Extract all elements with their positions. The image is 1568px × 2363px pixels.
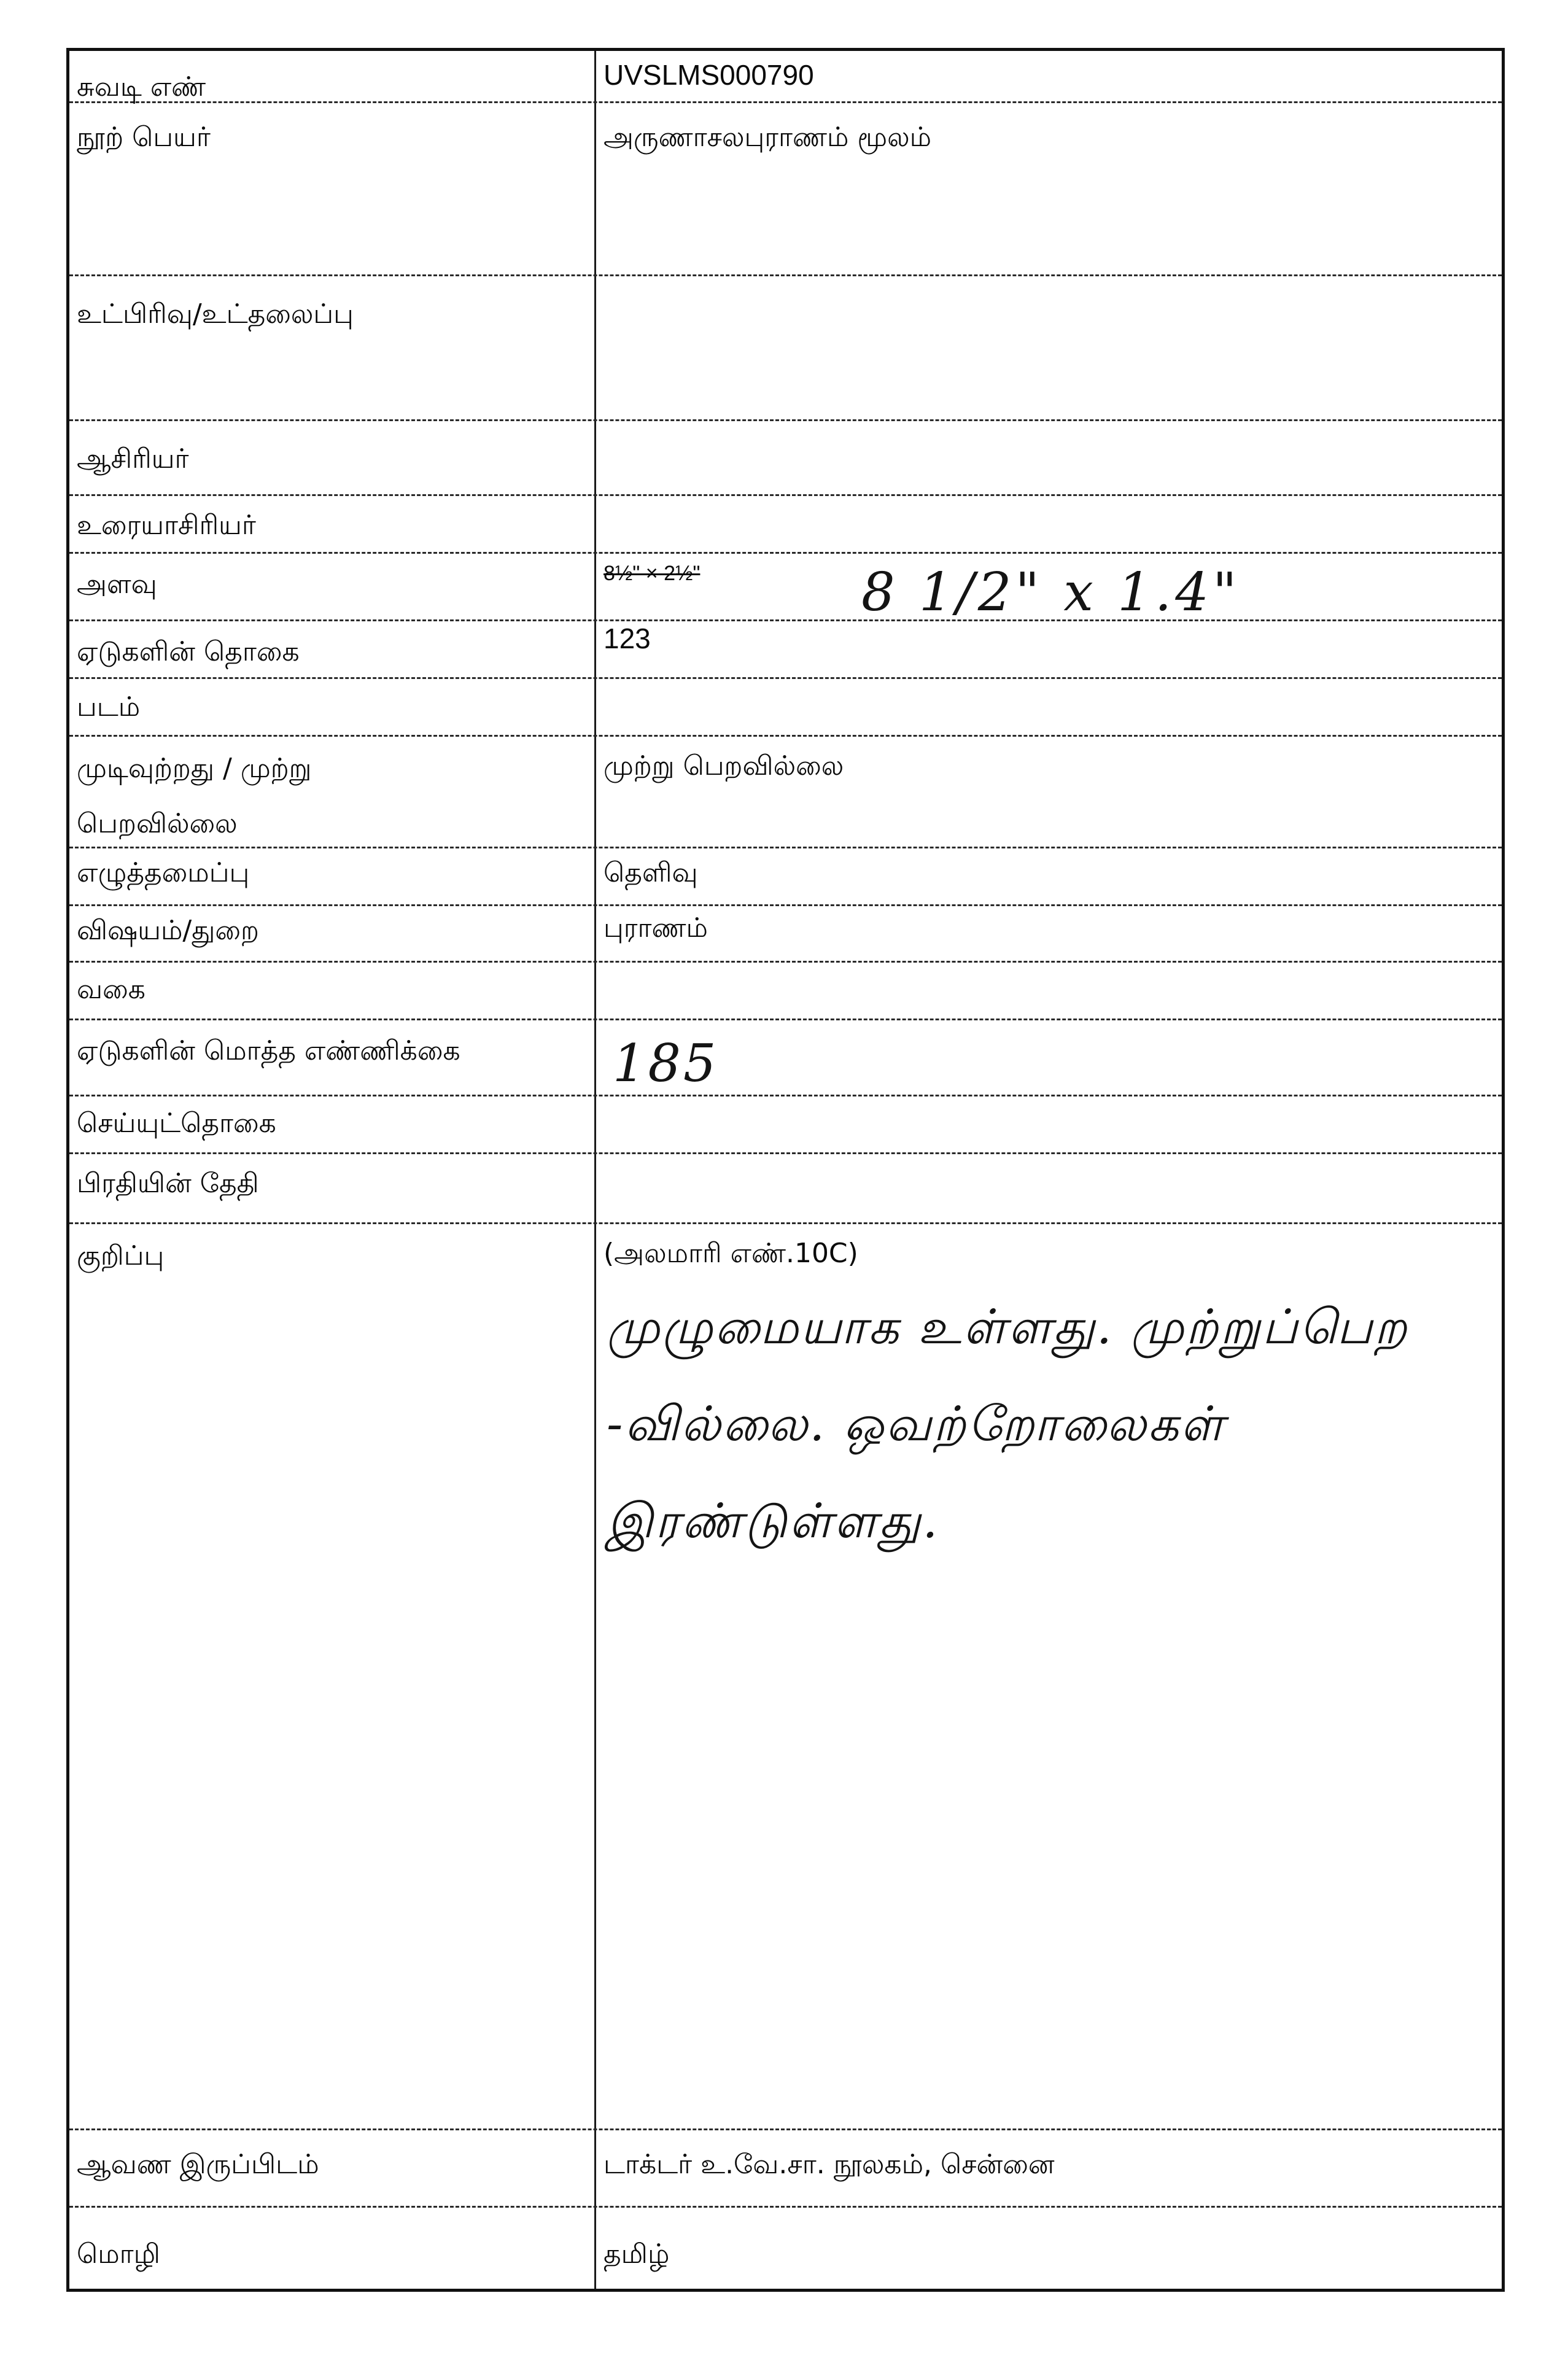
label-vishayam: விஷயம்/துறை	[77, 915, 259, 946]
row-divider	[69, 552, 1502, 554]
row-divider	[69, 1019, 1502, 1020]
label-uraiyasiriyar: உரையாசிரியர்	[77, 510, 256, 541]
label-mozhi: மொழி	[77, 2238, 160, 2270]
label-ezhuthamaippu: எழுத்தமைப்பு	[77, 857, 250, 888]
value-mudivu: முற்று பெறவில்லை	[604, 750, 844, 782]
column-divider	[594, 51, 596, 2289]
value-kurippu: (அலமாரி எண்.10C)	[604, 1238, 858, 1269]
value-alavu-struck: 8½" × 2½"	[604, 562, 701, 585]
row-divider	[69, 101, 1502, 103]
label-padam: படம்	[77, 691, 141, 723]
label-asiriyar: ஆசிரியர்	[77, 443, 189, 475]
row-divider	[69, 619, 1502, 621]
row-divider	[69, 494, 1502, 496]
row-divider	[69, 1095, 1502, 1096]
label-edugalin-thogai: ஏடுகளின் தொகை	[77, 636, 300, 667]
label-avana-iruppidam: ஆவண இருப்பிடம்	[77, 2149, 319, 2180]
label-alavu: அளவு	[77, 568, 157, 600]
handwritten-note-line-2: -வில்லை. ஒவற்றோலைகள்	[607, 1397, 1226, 1452]
row-divider	[69, 419, 1502, 421]
manuscript-record-sheet	[66, 48, 1505, 2292]
row-divider	[69, 677, 1502, 679]
row-divider	[69, 904, 1502, 906]
label-mudivu-line1: முடிவுற்றது / முற்று	[77, 753, 312, 784]
row-divider	[69, 961, 1502, 963]
label-prathi-thethi: பிரதியின் தேதி	[77, 1168, 259, 1199]
row-divider	[69, 274, 1502, 276]
handwritten-note-line-3: இரண்டுள்ளது.	[607, 1494, 940, 1549]
value-nool-peyar: அருணாசலபுராணம் மூலம்	[604, 122, 932, 153]
handwritten-total-count: 185	[613, 1033, 719, 1093]
row-divider	[69, 2206, 1502, 2208]
label-mudivu-line2: பெறவில்லை	[77, 808, 238, 839]
row-divider	[69, 735, 1502, 737]
row-divider	[69, 1152, 1502, 1154]
handwritten-note-line-1: முழுமையாக உள்ளது. முற்றுப்பெற	[607, 1300, 1409, 1355]
handwritten-size: 8 1/2" x 1.4"	[861, 562, 1241, 623]
value-mozhi: தமிழ்	[604, 2238, 670, 2270]
label-kurippu: குறிப்பு	[77, 1240, 165, 1271]
label-utpirivu: உட்பிரிவு/உட்தலைப்பு	[77, 298, 354, 330]
label-seyyut-thogai: செய்யுட்தொகை	[77, 1108, 276, 1139]
value-avana-iruppidam: டாக்டர் உ.வே.சா. நூலகம், சென்னை	[604, 2149, 1055, 2180]
row-divider	[69, 847, 1502, 848]
value-vishayam: புராணம்	[604, 912, 708, 944]
row-divider	[69, 1222, 1502, 1224]
label-nool-peyar: நூற் பெயர்	[77, 122, 211, 153]
row-divider	[69, 2128, 1502, 2130]
label-motha-ennikkai: ஏடுகளின் மொத்த எண்ணிக்கை	[77, 1035, 460, 1066]
value-edugalin-thogai: 123	[604, 623, 651, 654]
label-vagai: வகை	[77, 974, 146, 1005]
value-suvadi-en: UVSLMS000790	[604, 59, 814, 91]
label-suvadi-en: சுவடி எண்	[77, 71, 206, 103]
value-ezhuthamaippu: தெளிவு	[604, 857, 698, 888]
